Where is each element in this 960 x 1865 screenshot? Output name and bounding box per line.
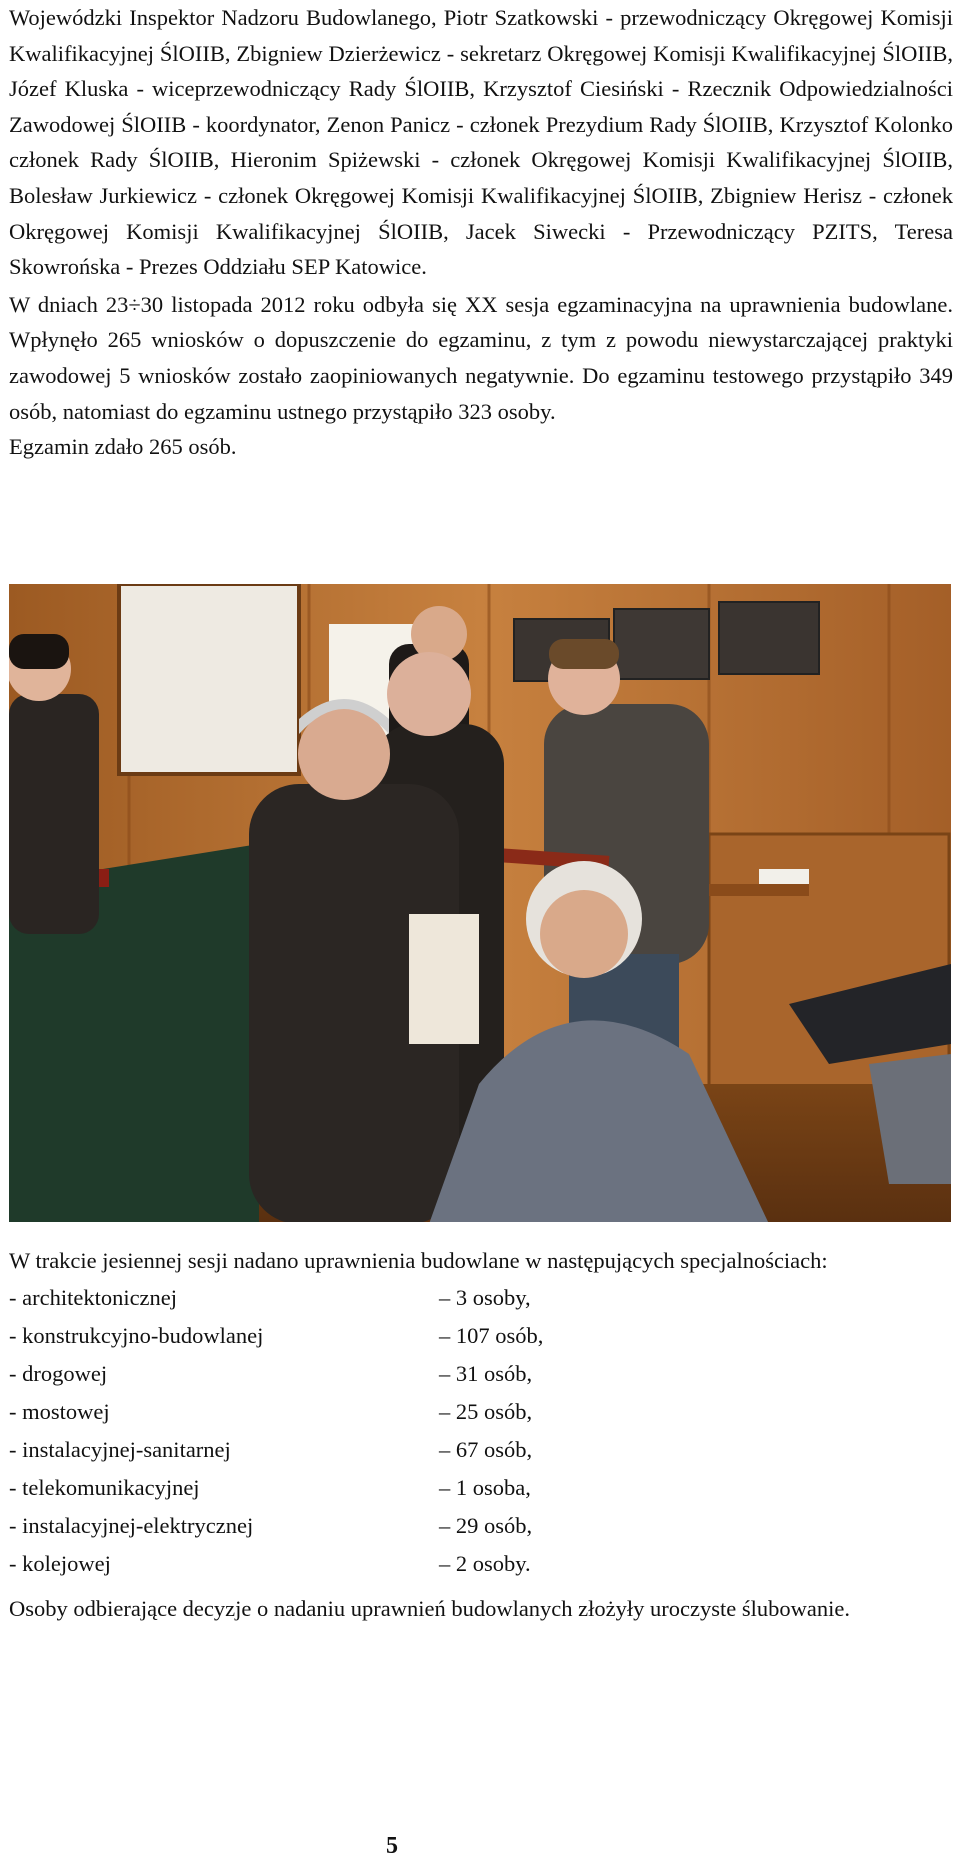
list-item: - instalacyjnej-elektrycznej – 29 osób, — [9, 1512, 533, 1538]
list-item: - instalacyjnej-sanitarnej – 67 osób, — [9, 1436, 533, 1462]
paragraph-specialties-intro: W trakcie jesiennej sesji nadano uprawnienia budowlane w następujących specjalnościach: — [9, 1248, 828, 1273]
document-lower-section — [9, 1243, 953, 1626]
page-number: 5 — [386, 1833, 398, 1859]
paragraph-exam-session: W dniach 23÷30 listopada 2012 roku odbyła się XX sesja egzaminacyjna na uprawnienia budowlane. Wpłynęło 265 wniosków o dopuszczenie do egzaminu, z tym z powodu niewystarczającej praktyki zawodowej 5 wniosków zostało zaopiniowanych negatywnie. Do egzaminu testowego przystąpiło 349 osób, natomiast do egzaminu ustnego przystąpiło 323 osoby. — [9, 291, 953, 424]
document-page — [9, 0, 953, 465]
list-item: - telekomunikacyjnej – 1 osoba, — [9, 1474, 531, 1500]
list-item: - drogowej – 31 osób, — [9, 1360, 533, 1386]
paragraph-commission-members: Wojewódzki Inspektor Nadzoru Budowlanego, Piotr Szatkowski - przewodniczący Okręgowej Komisji Kwalifikacyjnej ŚlOIIB, Zbigniew Dzierżewicz - sekretarz Okręgowej Komisji Kwalifikacyjnej ŚlOIIB, Józef Kluska - wiceprzewodniczący Rady ŚlOIIB, Krzysztof Ciesiński - Rzecznik Odpowiedzialności Zawodowej ŚlOIIB - koordynator, Zenon Panicz - członek Prezydium Rady ŚlOIIB, Krzysztof Kolonko członek Rady ŚlOIIB, Hieronim Spiżewski - członek Okręgowej Komisji Kwalifikacyjnej ŚlOIIB, Bolesław Jurkiewicz - członek Okręgowej Komisji Kwalifikacyjnej ŚlOIIB, Zbigniew Herisz - członek Okręgowej Komisji Kwalifikacyjnej ŚlOIIB, Jacek Siwecki - Przewodniczący PZITS, Teresa Skowrońska - Prezes Oddziału SEP Katowice. — [9, 5, 953, 280]
paragraph-oath: Osoby odbierające decyzje o nadaniu uprawnień budowlanych złożyły uroczyste ślubowanie. — [9, 1595, 850, 1621]
paragraph-exam-result: Egzamin zdało 265 osób. — [9, 434, 237, 460]
list-item: - mostowej – 25 osób, — [9, 1398, 533, 1424]
ceremony-photo — [9, 584, 951, 1222]
specialties-list — [9, 1279, 953, 1583]
list-item: - kolejowej – 2 osoby. — [9, 1550, 531, 1576]
list-item: - architektonicznej – 3 osoby, — [9, 1284, 531, 1310]
list-item: - konstrukcyjno-budowlanej – 107 osób, — [9, 1322, 544, 1348]
